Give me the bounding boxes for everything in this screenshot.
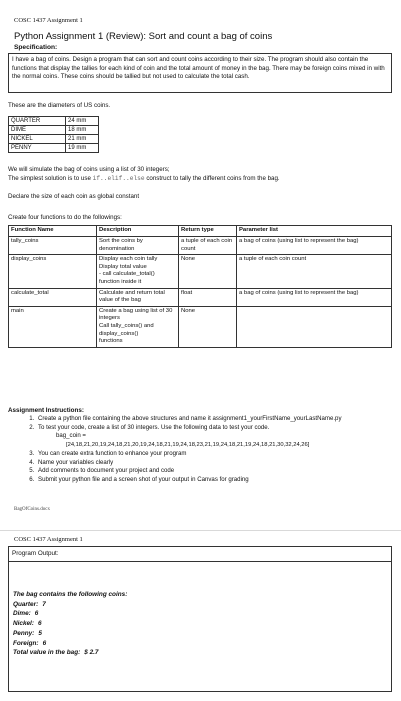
instructions-heading: Assignment Instructions:: [8, 407, 84, 414]
table-row: [9, 117, 99, 126]
column-header: Return type: [179, 226, 237, 237]
function-name: calculate_total: [9, 288, 97, 306]
output-label: The bag contains the following coins:: [13, 591, 128, 598]
simulate-line-2-text-end: construct to tally the different coins from the bag.: [144, 175, 280, 182]
spec-text: I have a bag of coins. Design a program that can sort and count coins according to their size. The program should also contain the functions that display the tallies for each kind of coin and the total amount of money in the bag. There may be foreign coins mixed in with the normal coins. These coins should be tallied but not used to calculate the total cash.: [12, 56, 385, 80]
simulate-line-2-text: The simplest solution is to use: [8, 175, 93, 182]
coin-size: 24 mm: [66, 117, 99, 126]
output-value: 7: [42, 600, 46, 608]
instructions-list: [24, 415, 396, 485]
output-line: [13, 590, 391, 600]
output-line: [13, 648, 391, 658]
instruction-item: [36, 424, 396, 450]
function-name: display_coins: [9, 255, 97, 288]
parameter-list: a tuple of each coin count: [237, 255, 392, 288]
bag-coin-values: [24,18,21,20,19,24,18,21,20,19,24,18,21,19,24,18,23,21,19,24,18,21,19,24,18,21,30,32,24,26]: [66, 442, 310, 449]
column-header: Function Name: [9, 226, 97, 237]
course-header: COSC 1437 Assignment 1: [14, 17, 83, 24]
output-value: $ 2.7: [84, 649, 99, 657]
table-header-row: [9, 226, 392, 237]
output-value: 5: [38, 629, 42, 637]
coin-size: 19 mm: [66, 144, 99, 153]
output-line: [13, 600, 391, 610]
simulate-line-2: [8, 175, 280, 184]
coin-name: NICKEL: [9, 135, 66, 144]
function-description: Display each coin tally Display total value - call calculate_total() function inside it: [97, 255, 179, 288]
output-line: [13, 619, 391, 629]
bag-coin-label: bag_coin =: [56, 432, 86, 440]
instruction-item: [36, 467, 396, 476]
output-line: [13, 629, 391, 639]
output-label: Dime:: [13, 610, 31, 618]
instruction-text: To test your code, create a list of 30 integers. Use the following data to test your code.: [38, 423, 270, 431]
course-header-2: COSC 1437 Assignment 1: [14, 536, 83, 543]
table-row: [9, 306, 392, 347]
function-name: tally_coins: [9, 237, 97, 255]
diameters-table: [8, 116, 99, 153]
table-row: [9, 126, 99, 135]
function-description: Calculate and return total value of the bag: [97, 288, 179, 306]
output-label: Nickel:: [13, 620, 34, 628]
functions-table: [8, 225, 392, 348]
parameter-list: a bag of coins (using list to represent the bag): [237, 237, 392, 255]
instruction-item: [36, 450, 396, 459]
output-line: [13, 609, 391, 619]
output-label: Foreign:: [13, 639, 39, 647]
instruction-item: [36, 459, 396, 468]
return-type: None: [179, 255, 237, 288]
output-label: Penny:: [13, 629, 35, 637]
instruction-text: Submit your python file and a screen shot of your output in Canvas for grading: [38, 475, 249, 483]
table-row: [9, 135, 99, 144]
spec-box: [8, 53, 392, 93]
column-header: Description: [97, 226, 179, 237]
output-label: Quarter:: [13, 600, 39, 608]
output-value: 6: [42, 639, 47, 647]
return-type: float: [179, 288, 237, 306]
function-description: Create a bag using list of 30 integers Call tally_coins() and display_coins() functions: [97, 306, 179, 347]
global-constant-line: Declare the size of each coin as global constant: [8, 193, 140, 200]
instruction-text: Name your variables clearly: [38, 458, 114, 466]
spec-heading: Specification:: [14, 44, 58, 51]
output-header: Program Output:: [9, 547, 391, 562]
instruction-item: [36, 415, 396, 424]
return-type: a tuple of each coin count: [179, 237, 237, 255]
coin-name: QUARTER: [9, 117, 66, 126]
coin-name: PENNY: [9, 144, 66, 153]
return-type: None: [179, 306, 237, 347]
assignment-title: Python Assignment 1 (Review): Sort and count a bag of coins: [14, 31, 273, 42]
parameter-list: [237, 306, 392, 347]
output-line: [13, 639, 391, 649]
program-output-box: [8, 546, 392, 692]
instruction-text: Add comments to document your project and code: [38, 467, 175, 475]
output-label: Total value in the bag:: [13, 649, 81, 657]
output-body: [9, 562, 391, 658]
instruction-text: You can create extra function to enhance your program: [38, 449, 187, 457]
table-row: [9, 288, 392, 306]
table-row: [9, 144, 99, 153]
diameters-intro: These are the diameters of US coins.: [8, 102, 111, 109]
table-row: [9, 255, 392, 288]
simulate-line-1: We will simulate the bag of coins using a list of 30 integers;: [8, 166, 170, 173]
function-name: main: [9, 306, 97, 347]
instruction-text: Create a python file containing the above structures and name it assignment1_yourFirstName_yourLastName.py: [38, 415, 342, 422]
parameter-list: a bag of coins (using list to represent the bag): [237, 288, 392, 306]
table-row: [9, 237, 392, 255]
instruction-item: [36, 476, 396, 485]
output-value: 6: [37, 620, 42, 628]
function-description: Sort the coins by denomination: [97, 237, 179, 255]
coin-size: 21 mm: [66, 135, 99, 144]
output-value: 6: [34, 610, 39, 618]
code-snippet: if..elif..else: [92, 175, 145, 182]
coin-name: DIME: [9, 126, 66, 135]
functions-intro: Create four functions to do the followings:: [8, 214, 122, 221]
document-filename: BagOfCoins.docx: [14, 507, 50, 512]
coin-size: 18 mm: [66, 126, 99, 135]
column-header: Parameter list: [237, 226, 392, 237]
document-page-2: [0, 530, 401, 701]
